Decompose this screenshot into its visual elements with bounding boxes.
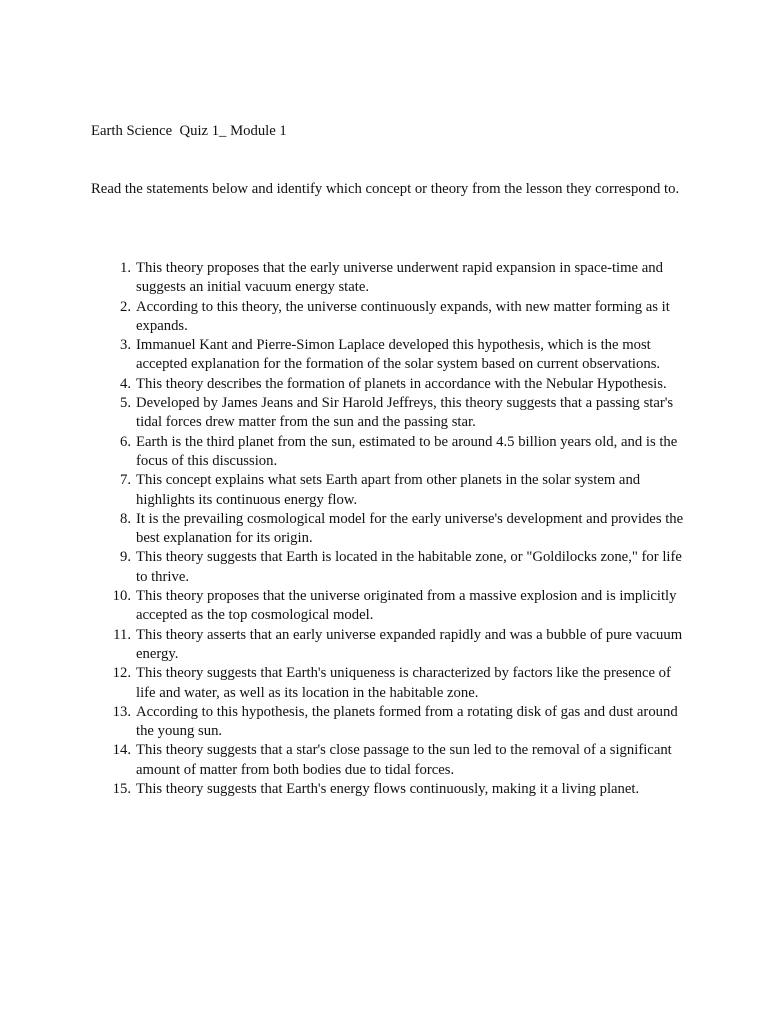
list-item <box>91 587 691 626</box>
list-item-text: This theory describes the formation of planets in accordance with the Nebular Hypothesis. <box>136 375 667 392</box>
list-item-number: 2. <box>119 298 131 315</box>
list-item-number: 5. <box>119 395 131 412</box>
list-item-number: 10. <box>112 588 131 605</box>
list-item-text: This theory suggests that Earth's uniqueness is characterized by factors like the presence of life and water, as well as its location in the habitable zone. <box>136 665 671 701</box>
list-item <box>91 626 691 665</box>
list-item-text: Developed by James Jeans and Sir Harold Jeffreys, this theory suggests that a passing star's tidal forces drew matter from the sun and the passing star. <box>136 395 674 431</box>
list-item <box>91 394 691 433</box>
list-item-number: 14. <box>112 742 131 759</box>
list-item-text: This theory suggests that a star's close passage to the sun led to the removal of a significant amount of matter from both bodies due to tidal forces. <box>136 742 672 778</box>
instructions-text: Read the statements below and identify which concept or theory from the lesson they correspond to. <box>91 181 680 197</box>
list-item <box>91 703 691 742</box>
list-item-text: Immanuel Kant and Pierre-Simon Laplace developed this hypothesis, which is the most accepted explanation for the formation of the solar system based on current observations. <box>136 337 661 373</box>
list-item-text: This theory asserts that an early universe expanded rapidly and was a bubble of pure vacuum energy. <box>136 626 683 662</box>
list-item-number: 1. <box>119 260 131 276</box>
list-item <box>91 433 691 472</box>
list-item-number: 6. <box>119 433 131 450</box>
list-item-text: According to this hypothesis, the planets formed from a rotating disk of gas and dust around the young sun. <box>136 703 678 740</box>
list-item-text: This theory suggests that Earth's energy flows continuously, making it a living planet. <box>136 781 640 798</box>
list-item-text: This theory suggests that Earth is located in the habitable zone, or "Goldilocks zone," for life to thrive. <box>136 549 682 585</box>
list-item <box>91 548 691 587</box>
list-item-number: 15. <box>112 781 131 798</box>
list-item-text: Earth is the third planet from the sun, estimated to be around 4.5 billion years old, and is the focus of this discussion. <box>136 433 678 469</box>
list-item <box>91 298 691 337</box>
list-item <box>91 259 691 298</box>
list-item <box>91 375 691 394</box>
list-item-number: 7. <box>119 472 131 489</box>
list-item-number: 11. <box>113 626 131 643</box>
list-item-number: 8. <box>119 510 131 527</box>
list-item-number: 13. <box>112 703 131 720</box>
list-item <box>91 336 691 375</box>
list-item-number: 12. <box>112 665 131 682</box>
list-item-number: 3. <box>119 337 131 354</box>
list-item-text: This concept explains what sets Earth apart from other planets in the solar system and highlights its continuous energy flow. <box>136 472 641 508</box>
list-item <box>91 780 691 799</box>
list-item-text: According to this theory, the universe continuously expands, with new matter forming as it expands. <box>136 298 670 334</box>
quiz-list <box>91 259 691 799</box>
list-item-number: 4. <box>119 375 131 392</box>
list-item <box>91 741 691 780</box>
list-item <box>91 510 691 549</box>
list-item-number: 9. <box>119 549 131 566</box>
list-item <box>91 471 691 510</box>
document-title: Earth Science Quiz 1_ Module 1 <box>91 123 287 139</box>
list-item-text: This theory proposes that the universe originated from a massive explosion and is implicitly accepted as the top cosmological model. <box>136 588 677 624</box>
list-item-text: It is the prevailing cosmological model for the early universe's development and provides the best explanation for its origin. <box>136 510 684 547</box>
list-item <box>91 664 691 703</box>
list-item-text: This theory proposes that the early universe underwent rapid expansion in space-time and suggests an initial vacuum energy state. <box>136 260 663 296</box>
